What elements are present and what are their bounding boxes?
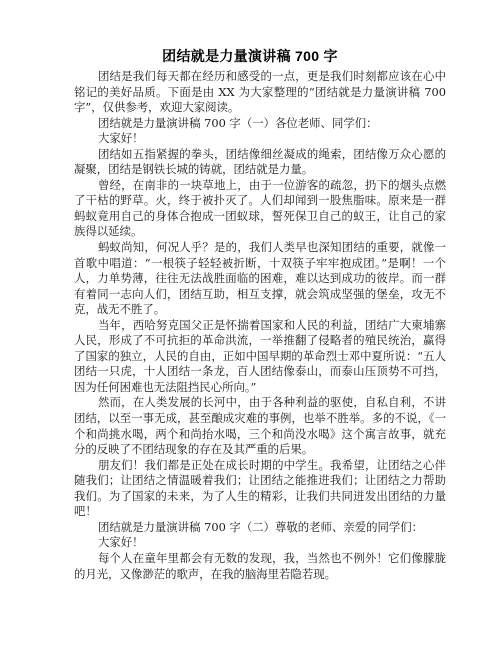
document-body (74, 69, 446, 582)
paragraph: 曾经，在南非的一块草地上，由于一位游客的疏忽，扔下的烟头点燃了干枯的野草。火，终于被扑灭了。人们却闻到一股焦脂味。原来是一群蚂蚁竟用自己的身体合抱成一团蚁球，誓死保卫自己的蚁王，让自己的家族得以延续。 (74, 177, 446, 239)
paragraph: 蚂蚁尚知，何况人乎？是的，我们人类早也深知团结的重要，就像一首歌中唱道：“一根筷子轻轻被折断，十双筷子牢牢抱成团。”是啊！一个人，力单势薄，往往无法战胜面临的困难，难以达到成功的彼岸。而一群有着同一志向人们，团结互助，相互支撑，就会筑成坚强的堡垒，攻无不克，战无不胜了。 (74, 240, 446, 317)
paragraph: 然而，在人类发展的长河中，由于各种利益的驱使，自私自利，不讲团结，以至一事无成，甚至酿成灾难的事例，也举不胜举。多的不说，《一个和尚挑水喝，两个和尚抬水喝，三个和尚没水喝》这个寓言故事，就充分的反映了不团结现象的存在及其严重的后果。 (74, 395, 446, 457)
paragraph-speech-one-heading: 团结就是力量演讲稿 700 字（一）各位老师、同学们： (97, 115, 378, 130)
paragraph: 当年，西哈努克国父正是怀揣着国家和人民的利益，团结广大柬埔寨人民，形成了不可抗拒的革命洪流，一举推翻了侵略者的殖民统治，赢得了国家的独立，人民的自由，正如中国早期的革命烈士邓中夏所说：“五人团结一只虎，十人团结一条龙，百人团结像泰山，而泰山压顶势不可挡，因为任何困难也无法阻挡民心所向。” (74, 317, 446, 394)
paragraph-speech-two-heading: 团结就是力量演讲稿 700 字（二）尊敬的老师、亲爱的同学们： (97, 519, 424, 534)
paragraph-greeting: 大家好！ (97, 131, 144, 146)
paragraph: 朋友们！我们都是正处在成长时期的中学生。我希望，让团结之心伴随我们；让团结之情温暖着我们；让团结之能推进我们；让团结之力帮助我们。为了国家的未来，为了人生的精彩，让我们共同迸发出团结的力量吧！ (74, 457, 446, 519)
paragraph-intro: 团结是我们每天都在经历和感受的一点，更是我们时刻都应该在心中铭记的美好品质。下面是由 XX 为大家整理的“团结就是力量演讲稿 700 字”，仅供参考，欢迎大家阅读。 (74, 69, 446, 115)
page-title: 团结就是力量演讲稿 700 字 (162, 48, 338, 64)
paragraph: 每个人在童年里都会有无数的发现，我，当然也不例外！它们像朦胧的月光，又像渺茫的歌声，在我的脑海里若隐若现。 (74, 550, 446, 581)
paragraph: 团结如五指紧握的拳头，团结像细丝凝成的绳索，团结像万众心愿的凝聚，团结是钢铁长城的铸就，团结就是力量。 (74, 146, 446, 177)
paragraph-greeting: 大家好！ (97, 535, 144, 550)
